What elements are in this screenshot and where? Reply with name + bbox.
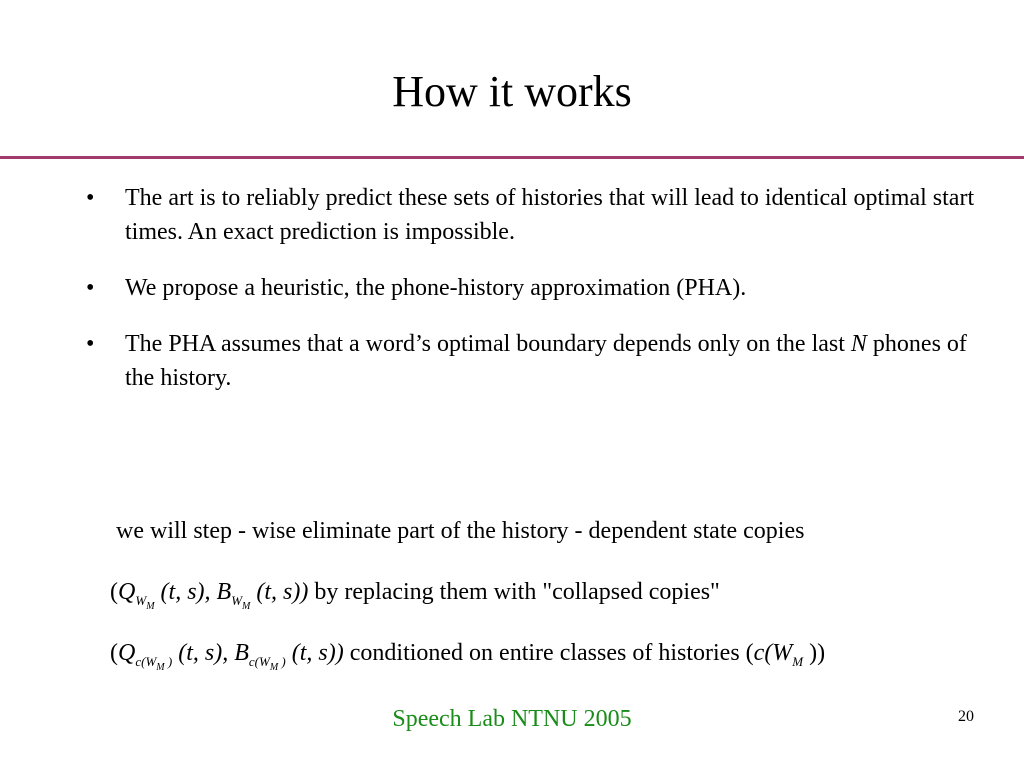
bullet-text: The art is to reliably predict these sets of histories that will lead to identical optimal start times. An exact prediction is impossible. xyxy=(125,185,975,245)
subscript-cw: c(W xyxy=(248,654,270,669)
formula-rest: conditioned on entire classes of histories ( xyxy=(343,640,754,666)
formula-b-subscript xyxy=(248,654,286,673)
formula-q-subscript xyxy=(135,654,173,673)
formula-args: (t, s), xyxy=(154,579,217,605)
subscript-m: M xyxy=(269,662,279,673)
formula-b-subscript xyxy=(231,593,251,612)
formula-w: (W xyxy=(764,640,793,666)
footer-text: Speech Lab NTNU 2005 xyxy=(392,706,632,732)
formula-q: Q xyxy=(118,579,136,605)
subscript-close: ) xyxy=(164,654,173,669)
formula-line-3 xyxy=(110,636,825,685)
formula-open-paren: ( xyxy=(110,579,118,605)
bullet-marker: • xyxy=(86,185,95,211)
bullet-item-3 xyxy=(86,327,996,395)
formula-args: (t, s)) xyxy=(250,579,309,605)
formula-args: (t, s)) xyxy=(285,640,344,666)
bullet-marker: • xyxy=(86,331,95,357)
formula-b: B xyxy=(216,579,232,605)
formula-args: (t, s), xyxy=(172,640,235,666)
formula-q: Q xyxy=(118,640,136,666)
subscript-m: M xyxy=(146,601,155,612)
formula-c: c xyxy=(753,640,765,666)
subscript-m: M xyxy=(242,601,251,612)
slide-title: How it works xyxy=(392,67,632,116)
subscript-w: W xyxy=(231,593,243,608)
bullet-marker: • xyxy=(86,275,95,301)
bullet-text-before: The PHA assumes that a word’s optimal boundary depends only on the last xyxy=(125,331,851,357)
bullet-item-1 xyxy=(86,181,996,249)
bullet-list xyxy=(86,181,996,395)
formula-b: B xyxy=(234,640,249,666)
bullet-text-after: phones of the history. xyxy=(125,331,967,391)
subscript-w: W xyxy=(135,593,147,608)
formula-line-2 xyxy=(110,575,720,624)
subscript-close: ) xyxy=(278,654,286,669)
subscript-cw: c(W xyxy=(135,654,157,669)
bullet-item-2 xyxy=(86,271,996,305)
bullet-text: We propose a heuristic, the phone-history approximation (PHA). xyxy=(125,275,747,301)
subscript-m: M xyxy=(156,662,165,673)
formula-open-paren: ( xyxy=(110,640,118,666)
formula-w-subscript: M xyxy=(792,654,804,669)
formula-line-1: we will step - wise eliminate part of the history - dependent state copies xyxy=(116,518,805,544)
formula-close: )) xyxy=(803,640,826,666)
formula-q-subscript xyxy=(135,593,155,612)
title-divider xyxy=(0,156,1024,159)
page-number: 20 xyxy=(958,708,974,725)
bullet-variable: N xyxy=(850,331,867,357)
formula-rest: by replacing them with "collapsed copies" xyxy=(308,579,720,605)
